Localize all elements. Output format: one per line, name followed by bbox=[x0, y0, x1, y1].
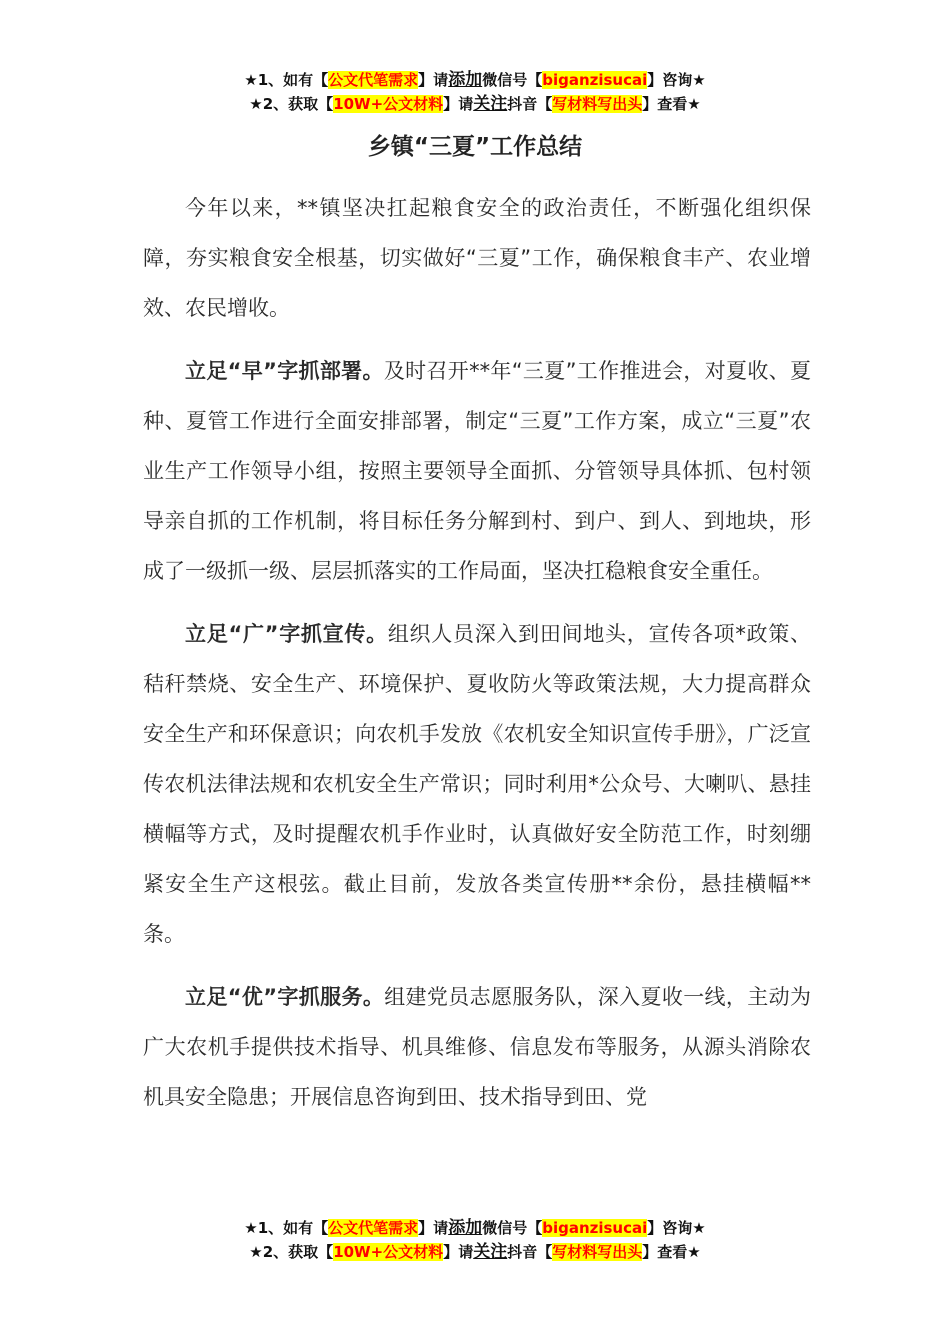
promo-text: ★1、如有【 bbox=[244, 71, 329, 89]
promo-text: 】请 bbox=[443, 1243, 474, 1261]
paragraph-service bbox=[143, 972, 811, 1122]
promo-text: 】请 bbox=[443, 95, 474, 113]
promo-text: 微信号【 bbox=[482, 1219, 543, 1237]
promo-line-1 bbox=[0, 1216, 950, 1240]
promo-line-2 bbox=[0, 92, 950, 116]
promo-text: 】咨询★ bbox=[647, 1219, 706, 1237]
promo-text: 微信号【 bbox=[482, 71, 543, 89]
promo-wechat-id: biganzisucai bbox=[542, 1219, 648, 1237]
paragraph-intro bbox=[143, 183, 811, 333]
promo-text: ★1、如有【 bbox=[244, 1219, 329, 1237]
promo-text: ★2、获取【 bbox=[249, 95, 334, 113]
document-title: 乡镇“三夏”工作总结 bbox=[367, 134, 583, 160]
promo-highlight: 公文代笔需求 bbox=[328, 71, 419, 89]
paragraph-text: 组建党员志愿服务队，深入夏收一线，主动为广大农机手提供技术指导、机具维修、信息发布等服务，从源头消除农机具安全隐患；开展信息咨询到田、技术指导到田、党 bbox=[143, 985, 811, 1109]
promo-highlight: 10W+公文材料 bbox=[333, 95, 444, 113]
promo-text: 抖音【 bbox=[507, 1243, 553, 1261]
promo-douyin-id: 写材料写出头 bbox=[552, 1243, 643, 1261]
promo-line-2 bbox=[0, 1240, 950, 1264]
promo-underline: 添加 bbox=[448, 70, 483, 90]
paragraph-lead: 立足“广”字抓宣传。 bbox=[185, 622, 388, 646]
paragraph-text: 组织人员深入到田间地头，宣传各项*政策、秸秆禁烧、安全生产、环境保护、夏收防火等政策法规，大力提高群众安全生产和环保意识；向农机手发放《农机安全知识宣传手册》，广泛宣传农机法律法规和农机安全生产常识；同时利用*公众号、大喇叭、悬挂横幅等方式，及时提醒农机手作业时，认真做好安全防范工作，时刻绷紧安全生产这根弦。截止目前，发放各类宣传册**余份，悬挂横幅**条。 bbox=[143, 622, 811, 946]
promo-wechat-id: biganzisucai bbox=[542, 71, 648, 89]
document-body bbox=[143, 183, 811, 1135]
promo-underline: 关注 bbox=[473, 94, 508, 114]
promo-text: ★2、获取【 bbox=[249, 1243, 334, 1261]
paragraph-deployment bbox=[143, 346, 811, 596]
promo-text: 抖音【 bbox=[507, 95, 553, 113]
promo-text: 】请 bbox=[418, 71, 449, 89]
paragraph-lead: 立足“早”字抓部署。 bbox=[185, 359, 384, 383]
promo-text: 】查看★ bbox=[642, 1243, 701, 1261]
promo-banner-bottom bbox=[0, 1216, 950, 1264]
promo-douyin-id: 写材料写出头 bbox=[552, 95, 643, 113]
promo-text: 】请 bbox=[418, 1219, 449, 1237]
paragraph-lead: 立足“优”字抓服务。 bbox=[185, 985, 385, 1009]
promo-text: 】查看★ bbox=[642, 95, 701, 113]
promo-underline: 关注 bbox=[473, 1242, 508, 1262]
promo-highlight: 公文代笔需求 bbox=[328, 1219, 419, 1237]
paragraph-publicity bbox=[143, 609, 811, 959]
paragraph-text: 今年以来，**镇坚决扛起粮食安全的政治责任，不断强化组织保障，夯实粮食安全根基，切实做好“三夏”工作，确保粮食丰产、农业增效、农民增收。 bbox=[143, 196, 811, 320]
promo-line-1 bbox=[0, 68, 950, 92]
promo-underline: 添加 bbox=[448, 1218, 483, 1238]
promo-text: 】咨询★ bbox=[647, 71, 706, 89]
paragraph-text: 及时召开**年“三夏”工作推进会，对夏收、夏种、夏管工作进行全面安排部署，制定“三夏”工作方案，成立“三夏”农业生产工作领导小组，按照主要领导全面抓、分管领导具体抓、包村领导亲自抓的工作机制，将目标任务分解到村、到户、到人、到地块，形成了一级抓一级、层层抓落实的工作局面，坚决扛稳粮食安全重任。 bbox=[143, 359, 811, 583]
promo-highlight: 10W+公文材料 bbox=[333, 1243, 444, 1261]
promo-banner-top bbox=[0, 68, 950, 116]
